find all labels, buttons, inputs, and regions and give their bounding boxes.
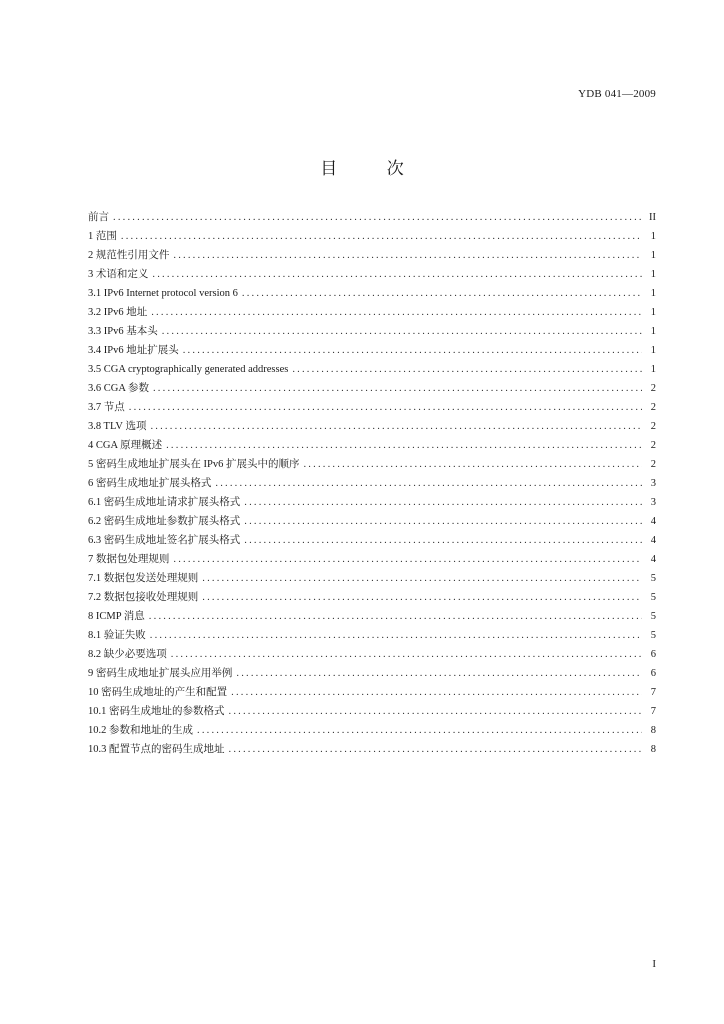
toc-entry[interactable]	[88, 645, 656, 664]
toc-entry-label: 2 规范性引用文件	[88, 250, 170, 261]
toc-leader-dots	[113, 208, 642, 227]
toc-entry-label: 3.1 IPv6 Internet protocol version 6	[88, 288, 238, 299]
toc-entry-label: 4 CGA 原理概述	[88, 440, 163, 451]
toc-entry-page: 2	[650, 440, 656, 451]
toc-entry-page: 1	[650, 288, 656, 299]
toc-leader-dots	[303, 455, 642, 474]
toc-entry-label: 10 密码生成地址的产生和配置	[88, 687, 228, 698]
toc-entry-label: 前言	[88, 212, 109, 223]
toc-entry-page: 1	[650, 345, 656, 356]
toc-entry[interactable]	[88, 436, 656, 455]
toc-entry[interactable]	[88, 284, 656, 303]
toc-entry-label: 8.2 缺少必要选项	[88, 649, 167, 660]
toc-entry-page: 1	[650, 307, 656, 318]
toc-leader-dots	[153, 379, 642, 398]
toc-leader-dots	[149, 607, 642, 626]
toc-entry-label: 6.3 密码生成地址签名扩展头格式	[88, 535, 241, 546]
toc-entry-label: 3.6 CGA 参数	[88, 383, 149, 394]
toc-leader-dots	[150, 626, 642, 645]
toc-entry-label: 8 ICMP 消息	[88, 611, 145, 622]
toc-entry-page: 5	[650, 573, 656, 584]
toc-entry-label: 3.3 IPv6 基本头	[88, 326, 158, 337]
toc-entry-label: 3.5 CGA cryptographically generated addresses	[88, 364, 289, 375]
toc-entry-label: 3 术语和定义	[88, 269, 149, 280]
toc-leader-dots	[236, 664, 642, 683]
toc-leader-dots	[244, 493, 642, 512]
toc-entry-page: 5	[650, 611, 656, 622]
toc-entry[interactable]	[88, 379, 656, 398]
toc-entry-page: 1	[650, 269, 656, 280]
toc-entry-label: 6 密码生成地址扩展头格式	[88, 478, 212, 489]
toc-entry-page: 1	[650, 250, 656, 261]
toc-leader-dots	[202, 569, 642, 588]
toc-entry[interactable]	[88, 588, 656, 607]
toc-entry-label: 3.7 节点	[88, 402, 125, 413]
toc-leader-dots	[242, 284, 642, 303]
toc-entry-page: 1	[650, 231, 656, 242]
toc-entry-page: 1	[650, 326, 656, 337]
toc-leader-dots	[171, 645, 642, 664]
toc-entry-page: 1	[650, 364, 656, 375]
toc-entry-page: 2	[650, 459, 656, 470]
page-number: I	[652, 958, 656, 970]
toc-leader-dots	[151, 303, 642, 322]
toc-leader-dots	[129, 398, 642, 417]
toc-leader-dots	[229, 702, 643, 721]
toc-entry[interactable]	[88, 493, 656, 512]
toc-entry[interactable]	[88, 702, 656, 721]
toc-entry[interactable]	[88, 626, 656, 645]
toc-entry-page: 8	[650, 725, 656, 736]
toc-leader-dots	[229, 740, 643, 759]
toc-entry-label: 3.8 TLV 选项	[88, 421, 147, 432]
toc-entry[interactable]	[88, 550, 656, 569]
page-title-char-2: 次	[386, 159, 404, 179]
toc-entry-label: 10.3 配置节点的密码生成地址	[88, 744, 225, 755]
toc-entry-label: 7.1 数据包发送处理规则	[88, 573, 199, 584]
toc-entry-page: 4	[650, 554, 656, 565]
toc-entry-page: 2	[650, 402, 656, 413]
table-of-contents	[88, 208, 656, 759]
toc-entry[interactable]	[88, 303, 656, 322]
toc-entry[interactable]	[88, 322, 656, 341]
toc-leader-dots	[166, 436, 642, 455]
toc-entry[interactable]	[88, 417, 656, 436]
toc-entry-label: 1 范围	[88, 231, 117, 242]
toc-entry-label: 10.2 参数和地址的生成	[88, 725, 193, 736]
toc-entry-page: II	[649, 212, 656, 223]
toc-entry-page: 6	[650, 668, 656, 679]
toc-entry[interactable]	[88, 246, 656, 265]
page-title	[0, 154, 724, 179]
toc-entry[interactable]	[88, 360, 656, 379]
toc-leader-dots	[173, 550, 642, 569]
toc-entry-page: 4	[650, 516, 656, 527]
toc-entry-label: 6.2 密码生成地址参数扩展头格式	[88, 516, 241, 527]
toc-entry-page: 5	[650, 630, 656, 641]
page-title-char-1: 目	[320, 159, 338, 179]
toc-leader-dots	[152, 265, 642, 284]
toc-leader-dots	[183, 341, 642, 360]
toc-leader-dots	[215, 474, 642, 493]
toc-entry-page: 2	[650, 383, 656, 394]
toc-entry[interactable]	[88, 607, 656, 626]
toc-entry-label: 7 数据包处理规则	[88, 554, 170, 565]
toc-entry-page: 7	[650, 706, 656, 717]
toc-entry[interactable]	[88, 265, 656, 284]
toc-entry-page: 6	[650, 649, 656, 660]
toc-entry-label: 3.4 IPv6 地址扩展头	[88, 345, 179, 356]
toc-leader-dots	[244, 512, 642, 531]
toc-entry-page: 7	[650, 687, 656, 698]
toc-entry[interactable]	[88, 512, 656, 531]
toc-entry-label: 8.1 验证失败	[88, 630, 146, 641]
toc-entry-page: 5	[650, 592, 656, 603]
toc-entry-label: 10.1 密码生成地址的参数格式	[88, 706, 225, 717]
toc-entry[interactable]	[88, 721, 656, 740]
toc-entry[interactable]	[88, 341, 656, 360]
toc-entry[interactable]	[88, 740, 656, 759]
toc-entry-page: 8	[650, 744, 656, 755]
toc-entry-label: 6.1 密码生成地址请求扩展头格式	[88, 497, 241, 508]
toc-entry-label: 5 密码生成地址扩展头在 IPv6 扩展头中的顺序	[88, 459, 300, 470]
toc-entry[interactable]	[88, 227, 656, 246]
toc-entry[interactable]	[88, 474, 656, 493]
toc-leader-dots	[244, 531, 642, 550]
toc-leader-dots	[202, 588, 642, 607]
toc-entry[interactable]	[88, 208, 656, 227]
toc-entry[interactable]	[88, 531, 656, 550]
toc-entry[interactable]	[88, 683, 656, 702]
toc-leader-dots	[173, 246, 642, 265]
toc-leader-dots	[162, 322, 642, 341]
toc-entry-page: 3	[650, 478, 656, 489]
toc-entry-label: 7.2 数据包接收处理规则	[88, 592, 199, 603]
document-code: YDB 041—2009	[578, 88, 656, 100]
toc-leader-dots	[121, 227, 642, 246]
toc-entry[interactable]	[88, 455, 656, 474]
toc-leader-dots	[231, 683, 642, 702]
toc-leader-dots	[197, 721, 642, 740]
toc-entry-page: 4	[650, 535, 656, 546]
toc-entry[interactable]	[88, 664, 656, 683]
toc-entry-label: 3.2 IPv6 地址	[88, 307, 148, 318]
toc-leader-dots	[292, 360, 642, 379]
toc-entry[interactable]	[88, 398, 656, 417]
toc-entry-label: 9 密码生成地址扩展头应用举例	[88, 668, 233, 679]
toc-entry[interactable]	[88, 569, 656, 588]
toc-leader-dots	[150, 417, 642, 436]
toc-entry-page: 3	[650, 497, 656, 508]
toc-entry-page: 2	[650, 421, 656, 432]
